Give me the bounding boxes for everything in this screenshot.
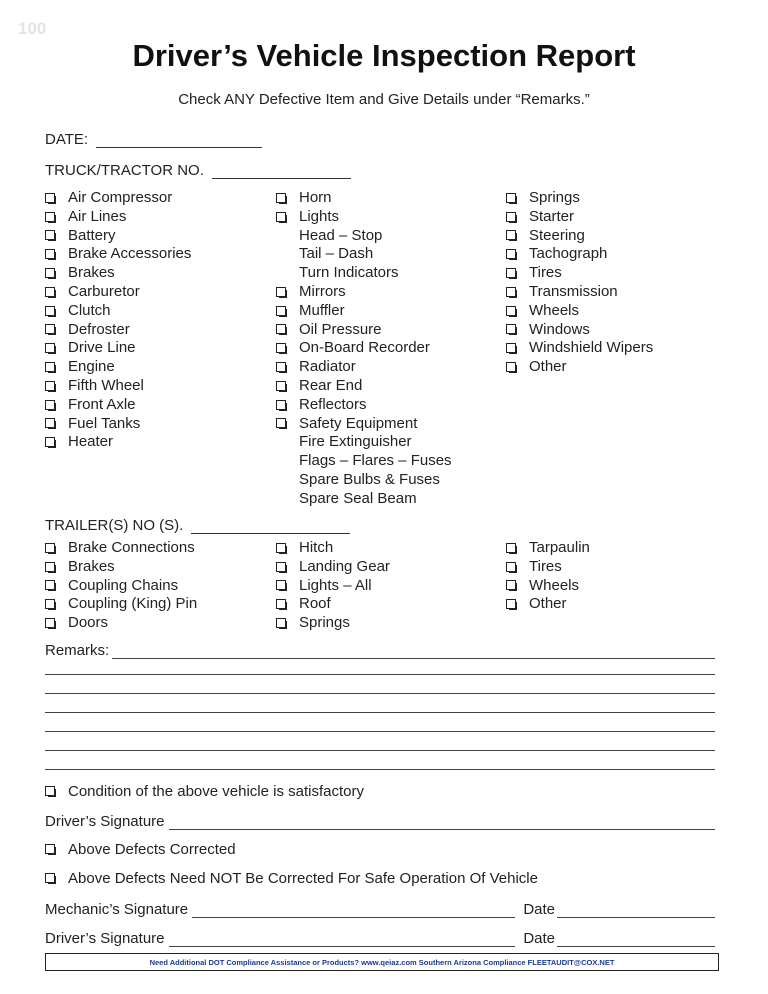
checklist-item-label: Front Axle	[68, 395, 136, 413]
truck-number-input-line[interactable]	[212, 166, 351, 179]
condition-satisfactory-item[interactable]	[45, 783, 364, 800]
trailer-number-label: TRAILER(S) NO (S).	[45, 517, 184, 534]
mechanic-signature-label: Mechanic’s Signature	[45, 901, 189, 918]
checkbox[interactable]	[45, 305, 58, 318]
checklist-item-label: Mirrors	[299, 282, 346, 300]
checklist-item[interactable]	[276, 595, 390, 614]
checklist-item-label: Air Lines	[68, 207, 127, 225]
checkbox[interactable]	[506, 305, 519, 318]
checklist-item-label: Horn	[299, 189, 332, 206]
checklist-item[interactable]	[276, 208, 452, 227]
checkbox[interactable]	[506, 323, 519, 336]
checkbox[interactable]	[45, 579, 58, 592]
checklist-item-label: Muffler	[299, 301, 345, 319]
truck-items-col2	[276, 189, 452, 509]
checklist-item-label: Fifth Wheel	[68, 376, 144, 394]
checklist-item[interactable]	[506, 283, 653, 302]
checklist-item-label: Battery	[68, 226, 116, 244]
checklist-item[interactable]	[45, 415, 191, 434]
checkbox[interactable]	[45, 211, 58, 224]
remarks-line[interactable]	[45, 712, 715, 713]
page-title: Driver’s Vehicle Inspection Report	[132, 38, 636, 73]
checklist-item[interactable]	[506, 539, 590, 558]
checklist-item[interactable]	[45, 245, 191, 264]
checklist-item-label: Oil Pressure	[299, 320, 382, 338]
checklist-item-label: Flags – Flares – Fuses	[299, 452, 452, 470]
checkbox[interactable]	[276, 305, 289, 318]
trailer-items-col2	[276, 539, 390, 633]
checklist-item-label: Starter	[529, 207, 575, 225]
checkbox[interactable]	[506, 342, 519, 355]
checklist-item	[276, 245, 452, 264]
checklist-item-label: Doors	[68, 614, 109, 632]
checkbox[interactable]	[45, 436, 58, 449]
checkbox[interactable]	[45, 542, 58, 555]
page-number: 100	[18, 19, 47, 38]
checklist-item[interactable]	[45, 358, 191, 377]
checklist-item	[276, 227, 452, 246]
remarks-line[interactable]	[45, 693, 715, 694]
checklist-item[interactable]	[45, 227, 191, 246]
checklist-item[interactable]	[506, 208, 653, 227]
checklist-item[interactable]	[45, 283, 191, 302]
checklist-item[interactable]	[45, 614, 197, 633]
driver-signature-line[interactable]	[169, 934, 516, 947]
checklist-item	[276, 264, 452, 283]
date-label: DATE:	[45, 131, 89, 148]
checklist-item[interactable]	[45, 539, 197, 558]
checklist-item-label: Drive Line	[68, 339, 136, 357]
mechanic-signature-field[interactable]	[45, 901, 715, 918]
checklist-item-label: Brake Connections	[68, 539, 195, 556]
checklist-item-label: Spare Bulbs & Fuses	[299, 470, 440, 488]
condition-satisfactory-label: Condition of the above vehicle is satisfactory	[68, 783, 364, 800]
checklist-item-label: Head – Stop	[299, 226, 383, 244]
checklist-item-label: Other	[529, 358, 567, 376]
checklist-item-label: Tires	[529, 557, 562, 575]
checklist-item-label: Defroster	[68, 320, 130, 338]
checklist-item-label: Heater	[68, 433, 114, 451]
checkbox[interactable]	[506, 248, 519, 261]
checklist-item[interactable]	[276, 283, 452, 302]
defects-corrected-item[interactable]	[45, 841, 236, 858]
date-field[interactable]	[45, 131, 262, 148]
checklist-item-label: Other	[529, 595, 567, 613]
checklist-item-label: Safety Equipment	[299, 414, 418, 432]
checklist-item[interactable]	[45, 396, 191, 415]
remarks-line[interactable]	[45, 674, 715, 675]
remarks-line[interactable]	[45, 731, 715, 732]
checklist-item[interactable]	[276, 614, 390, 633]
remarks-label: Remarks:	[45, 642, 110, 659]
checkbox[interactable]	[506, 579, 519, 592]
checklist-item[interactable]	[45, 339, 191, 358]
checklist-item-label: Hitch	[299, 539, 334, 556]
checklist-item[interactable]	[276, 189, 452, 208]
checklist-item[interactable]	[45, 208, 191, 227]
checklist-item[interactable]	[276, 539, 390, 558]
checkbox[interactable]	[45, 399, 58, 412]
driver-date-line[interactable]	[557, 934, 715, 947]
remarks-line[interactable]	[112, 646, 715, 659]
checkbox[interactable]	[276, 399, 289, 412]
checkbox[interactable]	[506, 561, 519, 574]
checklist-item-label: Tachograph	[529, 245, 608, 263]
checklist-item-label: Wheels	[529, 576, 580, 594]
checklist-item[interactable]	[45, 558, 197, 577]
checkbox[interactable]	[276, 617, 289, 630]
checkbox[interactable]	[506, 229, 519, 242]
checklist-item[interactable]	[276, 558, 390, 577]
checkbox[interactable]	[45, 417, 58, 430]
checkbox[interactable]	[276, 542, 289, 555]
checklist-item[interactable]	[276, 415, 452, 434]
checkbox[interactable]	[276, 561, 289, 574]
driver-signature-field-1[interactable]	[45, 813, 715, 830]
checklist-item-label: Rear End	[299, 376, 363, 394]
checkbox[interactable]	[45, 229, 58, 242]
checklist-item[interactable]	[506, 264, 653, 283]
driver-signature-line[interactable]	[169, 817, 716, 830]
checklist-item[interactable]	[45, 189, 191, 208]
checklist-item-label: Reflectors	[299, 395, 367, 413]
trailer-items-col1	[45, 539, 197, 633]
checklist-item-label: On-Board Recorder	[299, 339, 430, 357]
checkbox[interactable]	[276, 579, 289, 592]
defects-not-corrected-label: Above Defects Need NOT Be Corrected For Safe Operation Of Vehicle	[68, 870, 538, 887]
checkbox[interactable]	[506, 542, 519, 555]
checklist-item-label: Landing Gear	[299, 557, 390, 575]
checklist-item[interactable]	[276, 358, 452, 377]
checklist-item-label: Roof	[299, 595, 331, 613]
checklist-item[interactable]	[276, 396, 452, 415]
checkbox[interactable]	[45, 286, 58, 299]
checklist-item-label: Turn Indicators	[299, 264, 399, 282]
checklist-item-label: Lights – All	[299, 576, 372, 594]
checklist-item-label: Steering	[529, 226, 585, 244]
checklist-item-label: Clutch	[68, 301, 111, 319]
truck-number-field[interactable]	[45, 162, 351, 179]
remarks-line[interactable]	[45, 750, 715, 751]
checklist-item[interactable]	[45, 433, 191, 452]
checklist-item[interactable]	[45, 264, 191, 283]
checkbox[interactable]	[45, 617, 58, 630]
checkbox[interactable]	[45, 342, 58, 355]
checkbox[interactable]	[45, 192, 58, 205]
checkbox[interactable]	[45, 380, 58, 393]
checklist-item-label: Springs	[299, 614, 350, 632]
checklist-item[interactable]	[45, 577, 197, 596]
checkbox[interactable]	[506, 267, 519, 280]
checkbox[interactable]	[45, 323, 58, 336]
trailer-number-input-line[interactable]	[191, 521, 350, 534]
checkbox[interactable]	[506, 211, 519, 224]
page-subtitle: Check ANY Defective Item and Give Details under “Remarks.”	[178, 91, 590, 108]
checklist-item-label: Spare Seal Beam	[299, 489, 417, 507]
checkbox[interactable]	[45, 785, 58, 798]
checklist-item-label: Windshield Wipers	[529, 339, 654, 357]
truck-items-col1	[45, 189, 191, 452]
checklist-item[interactable]	[45, 321, 191, 340]
checklist-item-label: Wheels	[529, 301, 580, 319]
checklist-item-label: Radiator	[299, 358, 356, 376]
checklist-item[interactable]	[506, 245, 653, 264]
checklist-item	[276, 471, 452, 490]
checklist-item[interactable]	[45, 377, 191, 396]
checklist-item[interactable]	[506, 558, 590, 577]
checkbox[interactable]	[276, 211, 289, 224]
checkbox[interactable]	[276, 417, 289, 430]
date-label: Date	[523, 901, 555, 918]
driver-signature-label: Driver’s Signature	[45, 930, 165, 947]
checklist-item-label: Air Compressor	[68, 189, 173, 206]
checklist-item-label: Springs	[529, 189, 580, 206]
checklist-item[interactable]	[276, 377, 452, 396]
checklist-item[interactable]	[506, 189, 653, 208]
truck-number-label: TRUCK/TRACTOR NO.	[45, 162, 204, 179]
checklist-item	[276, 433, 452, 452]
checklist-item[interactable]	[506, 227, 653, 246]
checklist-item-label: Engine	[68, 358, 115, 376]
checkbox[interactable]	[276, 380, 289, 393]
date-input-line[interactable]	[96, 135, 262, 148]
driver-signature-field-2[interactable]	[45, 930, 715, 947]
mechanic-signature-line[interactable]	[192, 905, 515, 918]
checklist-item-label: Brakes	[68, 264, 115, 282]
checkbox[interactable]	[45, 561, 58, 574]
trailer-items-col3	[506, 539, 590, 614]
checklist-item-label: Carburetor	[68, 282, 140, 300]
defects-not-corrected-item[interactable]	[45, 870, 538, 887]
checklist-item-label: Fire Extinguisher	[299, 433, 412, 451]
checklist-item-label: Brake Accessories	[68, 245, 192, 263]
checklist-item[interactable]	[506, 339, 653, 358]
checklist-item-label: Windows	[529, 320, 590, 338]
checkbox[interactable]	[45, 843, 58, 856]
checklist-item[interactable]	[276, 577, 390, 596]
remarks-line[interactable]	[45, 769, 715, 770]
checklist-item[interactable]	[276, 339, 452, 358]
checkbox[interactable]	[276, 192, 289, 205]
checkbox[interactable]	[45, 361, 58, 374]
checkbox[interactable]	[506, 598, 519, 611]
defects-corrected-label: Above Defects Corrected	[68, 841, 236, 858]
checklist-item[interactable]	[506, 358, 653, 377]
checklist-item-label: Tarpaulin	[529, 539, 590, 556]
trailer-number-field[interactable]	[45, 517, 350, 534]
checkbox[interactable]	[276, 342, 289, 355]
checklist-item-label: Coupling Chains	[68, 576, 179, 594]
checklist-item[interactable]	[276, 302, 452, 321]
driver-signature-label: Driver’s Signature	[45, 813, 165, 830]
checkbox[interactable]	[45, 267, 58, 280]
footer-notice: Need Additional DOT Compliance Assistance or Products? www.qeiaz.com Southern Arizona Compliance FLEETAUDIT@COX.NET	[45, 953, 719, 971]
checkbox[interactable]	[276, 598, 289, 611]
checklist-item	[276, 490, 452, 509]
checklist-item-label: Lights	[299, 207, 340, 225]
checkbox[interactable]	[506, 286, 519, 299]
checkbox[interactable]	[276, 286, 289, 299]
checklist-item-label: Fuel Tanks	[68, 414, 141, 432]
checklist-item	[276, 452, 452, 471]
checklist-item-label: Transmission	[529, 282, 618, 300]
checkbox[interactable]	[506, 192, 519, 205]
remarks-field[interactable]	[45, 642, 715, 659]
checkbox[interactable]	[45, 598, 58, 611]
truck-items-col3	[506, 189, 653, 377]
checkbox[interactable]	[276, 323, 289, 336]
checkbox[interactable]	[506, 361, 519, 374]
mechanic-date-line[interactable]	[557, 905, 715, 918]
checklist-item[interactable]	[276, 321, 452, 340]
checklist-item-label: Tail – Dash	[299, 245, 374, 263]
checklist-item-label: Brakes	[68, 557, 115, 575]
checklist-item[interactable]	[506, 302, 653, 321]
checkbox[interactable]	[45, 248, 58, 261]
checklist-item-label: Tires	[529, 264, 562, 282]
checklist-item[interactable]	[45, 302, 191, 321]
checklist-item-label: Coupling (King) Pin	[68, 595, 198, 613]
date-label: Date	[523, 930, 555, 947]
checkbox[interactable]	[45, 872, 58, 885]
checklist-item[interactable]	[506, 321, 653, 340]
checklist-item[interactable]	[45, 595, 197, 614]
checklist-item[interactable]	[506, 595, 590, 614]
checkbox[interactable]	[276, 361, 289, 374]
checklist-item[interactable]	[506, 577, 590, 596]
